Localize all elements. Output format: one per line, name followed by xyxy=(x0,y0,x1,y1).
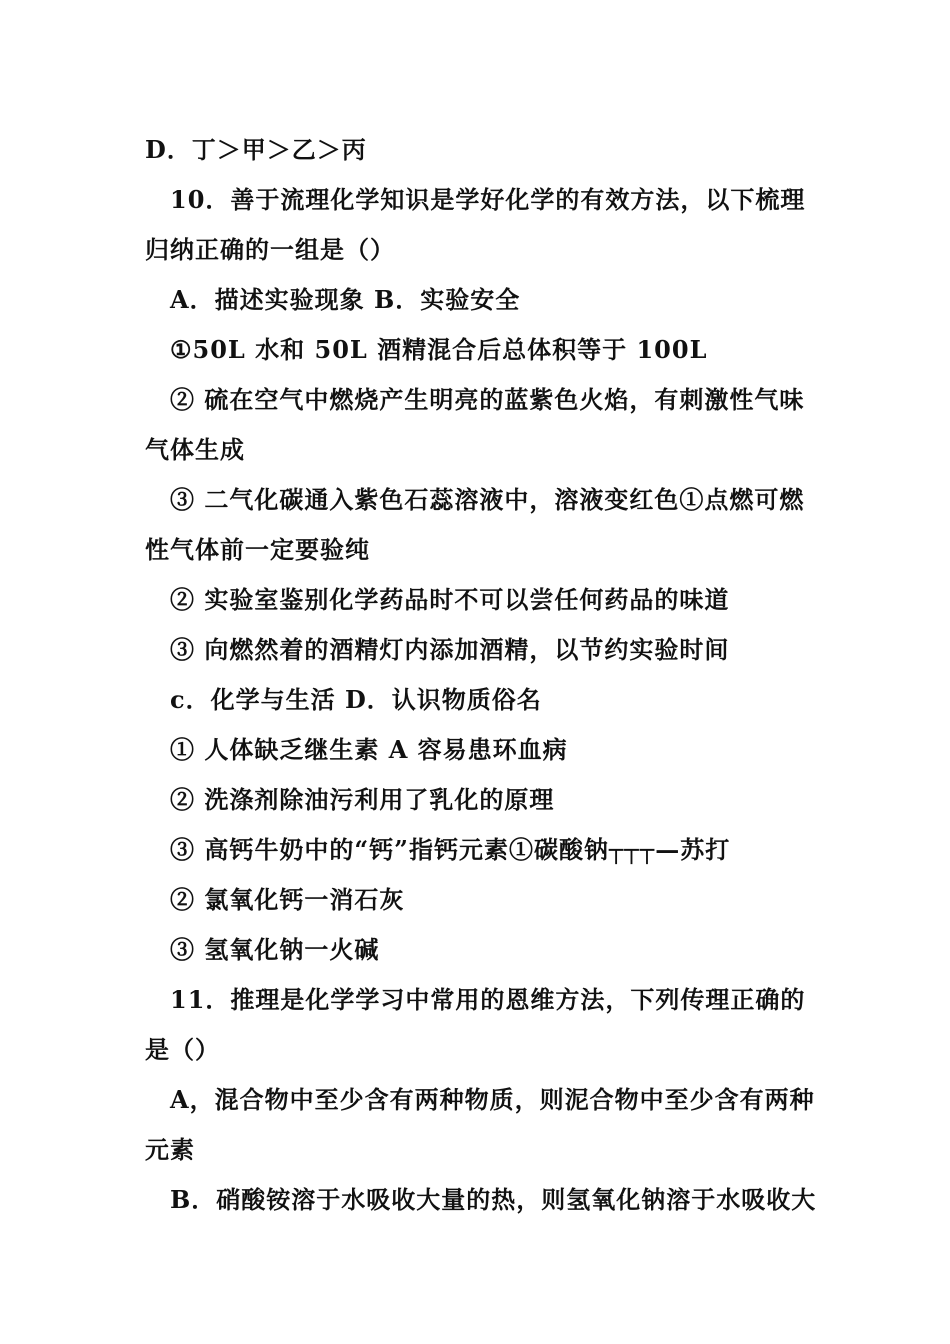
text-line: ③ 高钙牛奶中的“钙”指钙元素①碳酸钠┬┬┬—苏打 xyxy=(170,835,731,864)
text-line: 元素 xyxy=(145,1135,195,1164)
text-line: ② 实验室鉴别化学药品时不可以尝任何药品的味道 xyxy=(170,585,730,614)
text-line: 气体生成 xyxy=(145,435,245,464)
text-line: 归纳正确的一组是（） xyxy=(145,235,395,264)
text-line: ② 氯氧化钙一消石灰 xyxy=(170,885,405,914)
text-line: 10．善于流理化学知识是学好化学的有效方法，以下梳理 xyxy=(170,185,806,214)
text-line: A，混合物中至少含有两种物质，则泥合物中至少含有两种 xyxy=(170,1085,815,1114)
text-line: c．化学与生活 D．认识物质俗名 xyxy=(170,685,542,714)
text-line: ③ 向燃然着的酒精灯内添加酒精，以节约实验时间 xyxy=(170,635,730,664)
text-line: ② 硫在空气中燃烧产生明亮的蓝紫色火焰，有刺激性气味 xyxy=(170,385,805,414)
document-body xyxy=(145,125,825,1225)
text-line: ③ 二气化碳通入紫色石蕊溶液中，溶液变红色①点燃可燃 xyxy=(170,485,805,514)
text-line: B．硝酸铵溶于水吸收大量的热，则氢氧化钠溶于水吸收大 xyxy=(170,1185,817,1214)
text-line: ① 人体缺乏继生素 A 容易患环血病 xyxy=(170,735,568,764)
text-line: ③ 氢氧化钠一火碱 xyxy=(170,935,380,964)
text-line: 是（） xyxy=(145,1035,220,1064)
text-line: A．描述实验现象 B．实验安全 xyxy=(170,285,521,314)
text-line: D．丁＞甲＞乙＞丙 xyxy=(145,135,367,164)
text-line: ①50L 水和 50L 酒精混合后总体积等于 100L xyxy=(170,335,708,364)
text-line: 性气体前一定要验纯 xyxy=(145,535,370,564)
text-line: 11．推理是化学学习中常用的恩维方法，下列传理正确的 xyxy=(170,985,806,1014)
text-line: ② 洗涤剂除油污利用了乳化的原理 xyxy=(170,785,555,814)
